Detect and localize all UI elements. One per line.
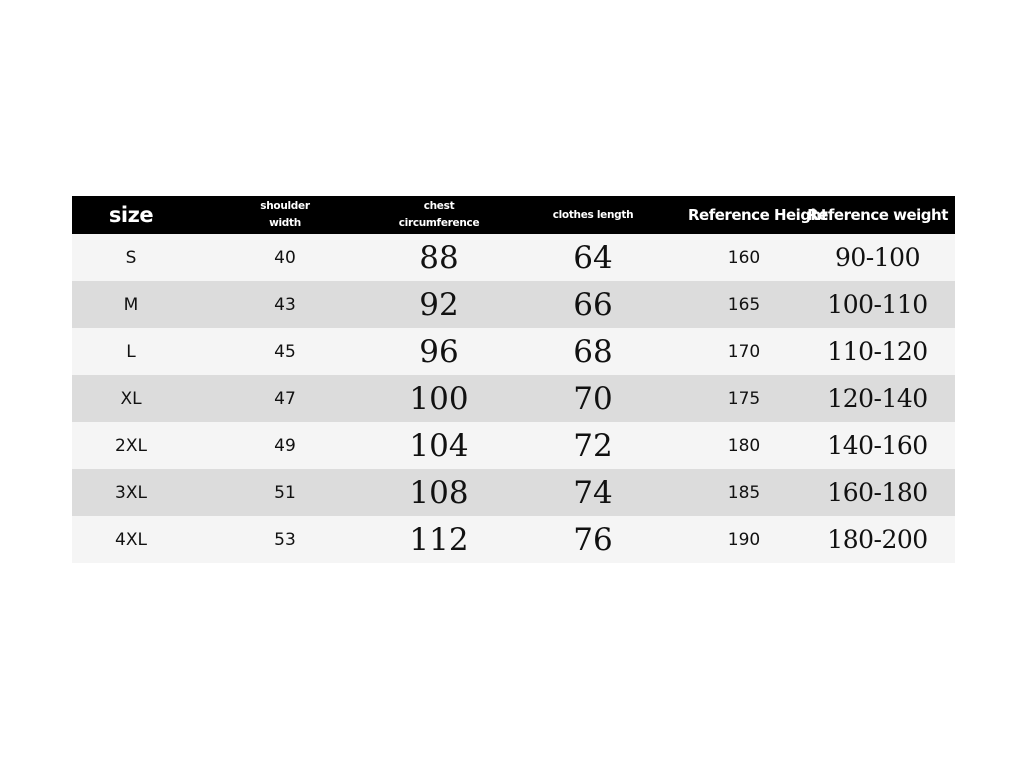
cell-shoulder-width: 40 <box>274 247 296 268</box>
cell-reference-height: 180 <box>727 435 761 456</box>
cell-size: 2XL <box>115 435 147 456</box>
cell-reference-height: 190 <box>727 529 761 550</box>
cell-reference-weight: 120-140 <box>827 384 928 413</box>
table-row <box>72 234 955 281</box>
table-row <box>72 328 955 375</box>
header-clothes-length: clothes length <box>552 209 634 221</box>
cell-clothes-length: 68 <box>573 333 613 370</box>
cell-size: 3XL <box>115 482 147 503</box>
table-row <box>72 516 955 563</box>
cell-chest-circumference: 96 <box>419 333 459 370</box>
cell-chest-circumference: 92 <box>419 286 459 323</box>
header-shoulder-line1: shoulder <box>260 200 310 212</box>
header-row <box>72 196 955 234</box>
header-reference-height: Reference Height <box>688 206 828 224</box>
cell-shoulder-width: 51 <box>274 482 296 503</box>
cell-shoulder-width: 49 <box>274 435 296 456</box>
table-body <box>72 234 955 563</box>
cell-shoulder-width: 47 <box>274 388 296 409</box>
cell-chest-circumference: 100 <box>409 380 469 417</box>
cell-clothes-length: 76 <box>573 521 613 558</box>
cell-reference-weight: 100-110 <box>827 290 928 319</box>
table-row <box>72 375 955 422</box>
header-size: size <box>108 203 154 227</box>
cell-reference-weight: 160-180 <box>827 478 928 507</box>
table-row <box>72 422 955 469</box>
cell-size: L <box>126 341 136 362</box>
header-reference-weight: Reference weight <box>807 206 948 224</box>
cell-clothes-length: 72 <box>573 427 613 464</box>
cell-chest-circumference: 108 <box>409 474 469 511</box>
cell-size: XL <box>120 388 142 409</box>
cell-clothes-length: 70 <box>573 380 613 417</box>
cell-size: 4XL <box>115 529 147 550</box>
cell-shoulder-width: 45 <box>274 341 296 362</box>
cell-clothes-length: 74 <box>573 474 613 511</box>
cell-reference-height: 165 <box>727 294 761 315</box>
cell-shoulder-width: 53 <box>274 529 296 550</box>
cell-reference-weight: 90-100 <box>835 243 920 272</box>
cell-shoulder-width: 43 <box>274 294 296 315</box>
cell-reference-height: 160 <box>727 247 761 268</box>
header-shoulder-line2: width <box>269 217 301 229</box>
cell-reference-weight: 140-160 <box>827 431 928 460</box>
cell-chest-circumference: 104 <box>409 427 469 464</box>
cell-size: M <box>123 294 139 315</box>
cell-clothes-length: 66 <box>573 286 613 323</box>
cell-chest-circumference: 112 <box>409 521 469 558</box>
table-row <box>72 469 955 516</box>
cell-clothes-length: 64 <box>573 239 613 276</box>
size-chart-table <box>72 196 955 563</box>
table-row <box>72 281 955 328</box>
cell-reference-height: 175 <box>727 388 761 409</box>
cell-reference-height: 185 <box>727 482 761 503</box>
cell-size: S <box>125 247 137 268</box>
header-shoulder-width <box>190 196 380 234</box>
cell-reference-weight: 180-200 <box>827 525 928 554</box>
cell-chest-circumference: 88 <box>419 239 459 276</box>
header-chest-circumference <box>380 196 498 234</box>
header-chest-line1: chest <box>423 200 455 212</box>
table-header <box>72 196 955 234</box>
cell-reference-height: 170 <box>727 341 761 362</box>
header-chest-line2: circumference <box>398 217 480 229</box>
cell-reference-weight: 110-120 <box>827 337 928 366</box>
